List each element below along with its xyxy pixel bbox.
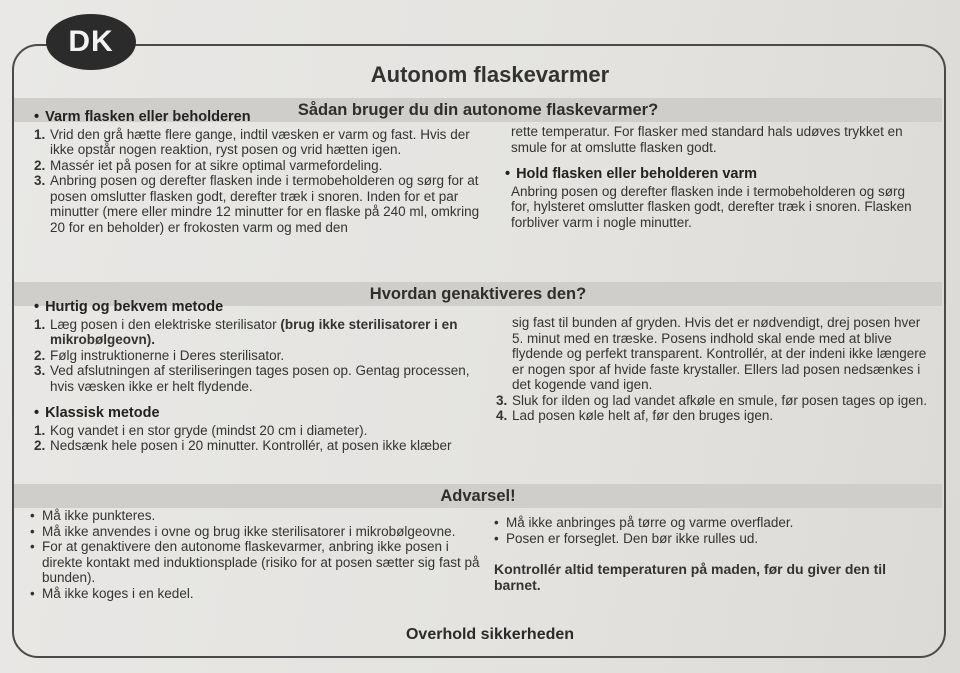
section-heading-warning: Advarsel! [14,484,942,508]
step-number: 1. [34,126,46,142]
list-item [496,408,932,424]
list-item [34,158,482,174]
step-number: 3. [34,173,46,188]
step-text: Massér iet på posen for at sikre optimal varmefordeling. [50,157,383,173]
continuation-text: sig fast til bunden af gryden. Hvis det er nødvendigt, drej posen hver 5. minut med en træske. Posens indhold skal ende med at blive flydende og perfekt transparent. Kontrollér, at der indeni ikke længere er nogen spor af hvide faste krystaller. Ellers lad posen nedsænkes i det kogende vand igen. [512,315,927,392]
footer-safety: Overhold sikkerheden [405,626,575,643]
step-number: 4. [496,408,508,423]
continuation-text: rette temperatur. For flasker med standard hals udøves trykket en smule for at omslutte flasken godt. [511,124,903,155]
list-item [496,393,932,409]
warning-right-column [494,515,934,593]
list-item [34,438,482,454]
list-item [34,348,482,364]
bullet-heading-keep-warm: • Hold flasken eller beholderen varm [505,167,925,183]
reactivate-steps-cont [496,393,932,424]
step-text: Vrid den grå hætte flere gange, indtil væsken er varm og fast. Hvis der ikke opstår nogen reaktion, ryst posen og vrid hætten igen. [50,126,470,157]
language-code: DK [68,25,114,58]
step-number: 1. [34,422,46,438]
step-text: Kog vandet i en stor gryde (mindst 20 cm i diameter). [50,422,368,438]
step-number: 3. [34,363,46,378]
section-heading-usage: Sådan bruger du din autonome flaskevarmer? [14,98,942,122]
step-text: Lad posen køle helt af, før den bruges igen. [512,408,774,423]
step-text: Læg posen i den elektriske sterilisator [50,316,281,332]
step-text: Anbring posen og derefter flasken inde i termobeholderen og sørg for at posen omslutter flasken godt, derefter træk i snoren. Inden for et par minutter (mere eller mindre 12 minutter for en flaske på 240 ml, omkring 20 for en beholder) er frokosten varm og med den [50,173,480,235]
page-title: Autonom flaskevarmer [370,62,610,87]
reactivate-left-column [34,300,482,454]
step-text: Nedsænk hele posen i 20 minutter. Kontrollér, at posen ikke klæber [50,438,452,453]
list-item: • Posen er forseglet. Den bør ikke rulles ud. [494,531,934,547]
list-item [34,317,482,348]
step-bold-text: (brug ikke sterilisatorer i en mikrobølgeovn). [50,316,458,347]
list-item: • Må ikke anvendes i ovne og brug ikke sterilisatorer i mikrobølgeovne. [30,524,482,540]
list-item: • For at genaktivere den autonome flaskevarmer, anbring ikke posen i direkte kontakt med induktionsplade (risiko for at posen sætter sig fast på bunden). [30,539,482,586]
step-number: 2. [34,438,46,453]
step-text: Følg instruktionerne i Deres sterilisator. [50,347,285,363]
bullet-heading-classic: • Klassisk metode [34,406,482,422]
reactivate-right-column [496,315,932,424]
classic-steps [34,423,482,454]
usage-right-column [505,124,925,230]
list-item [34,423,482,439]
warning-list-left [30,508,482,601]
list-item: • Må ikke koges i en kedel. [30,586,482,602]
step-number: 3. [496,392,508,408]
list-item [34,363,482,394]
usage-steps [34,127,482,236]
step-number: 2. [34,157,46,173]
step-number: 1. [34,316,46,332]
quick-steps [34,317,482,395]
list-item: • Må ikke anbringes på tørre og varme overflader. [494,515,934,531]
keep-warm-text: Anbring posen og derefter flasken inde i termobeholderen og sørg for, hylsteret omslutter flasken godt, derefter træk i snoren. Flasken forbliver varm i nogle minutter. [511,183,912,230]
list-item: • Må ikke punkteres. [30,508,482,524]
list-item [34,127,482,158]
step-text: Ved afslutningen af steriliseringen tages posen op. Gentag processen, hvis væsken ikke er helt flydende. [50,363,470,394]
section-heading-reactivate: Hvordan genaktiveres den? [14,282,942,306]
bullet-heading-warm: • Varm flasken eller beholderen [34,110,482,126]
bullet-heading-quick: • Hurtig og bekvem metode [34,300,482,316]
step-number: 2. [34,347,46,363]
warning-left-column [30,508,482,601]
step-text: Sluk for ilden og lad vandet afkøle en smule, før posen tages op igen. [512,392,927,408]
warning-list-right [494,515,934,546]
usage-left-column [34,110,482,235]
temperature-note: Kontrollér altid temperaturen på maden, før du giver den til barnet. [494,561,887,593]
list-item [34,173,482,235]
